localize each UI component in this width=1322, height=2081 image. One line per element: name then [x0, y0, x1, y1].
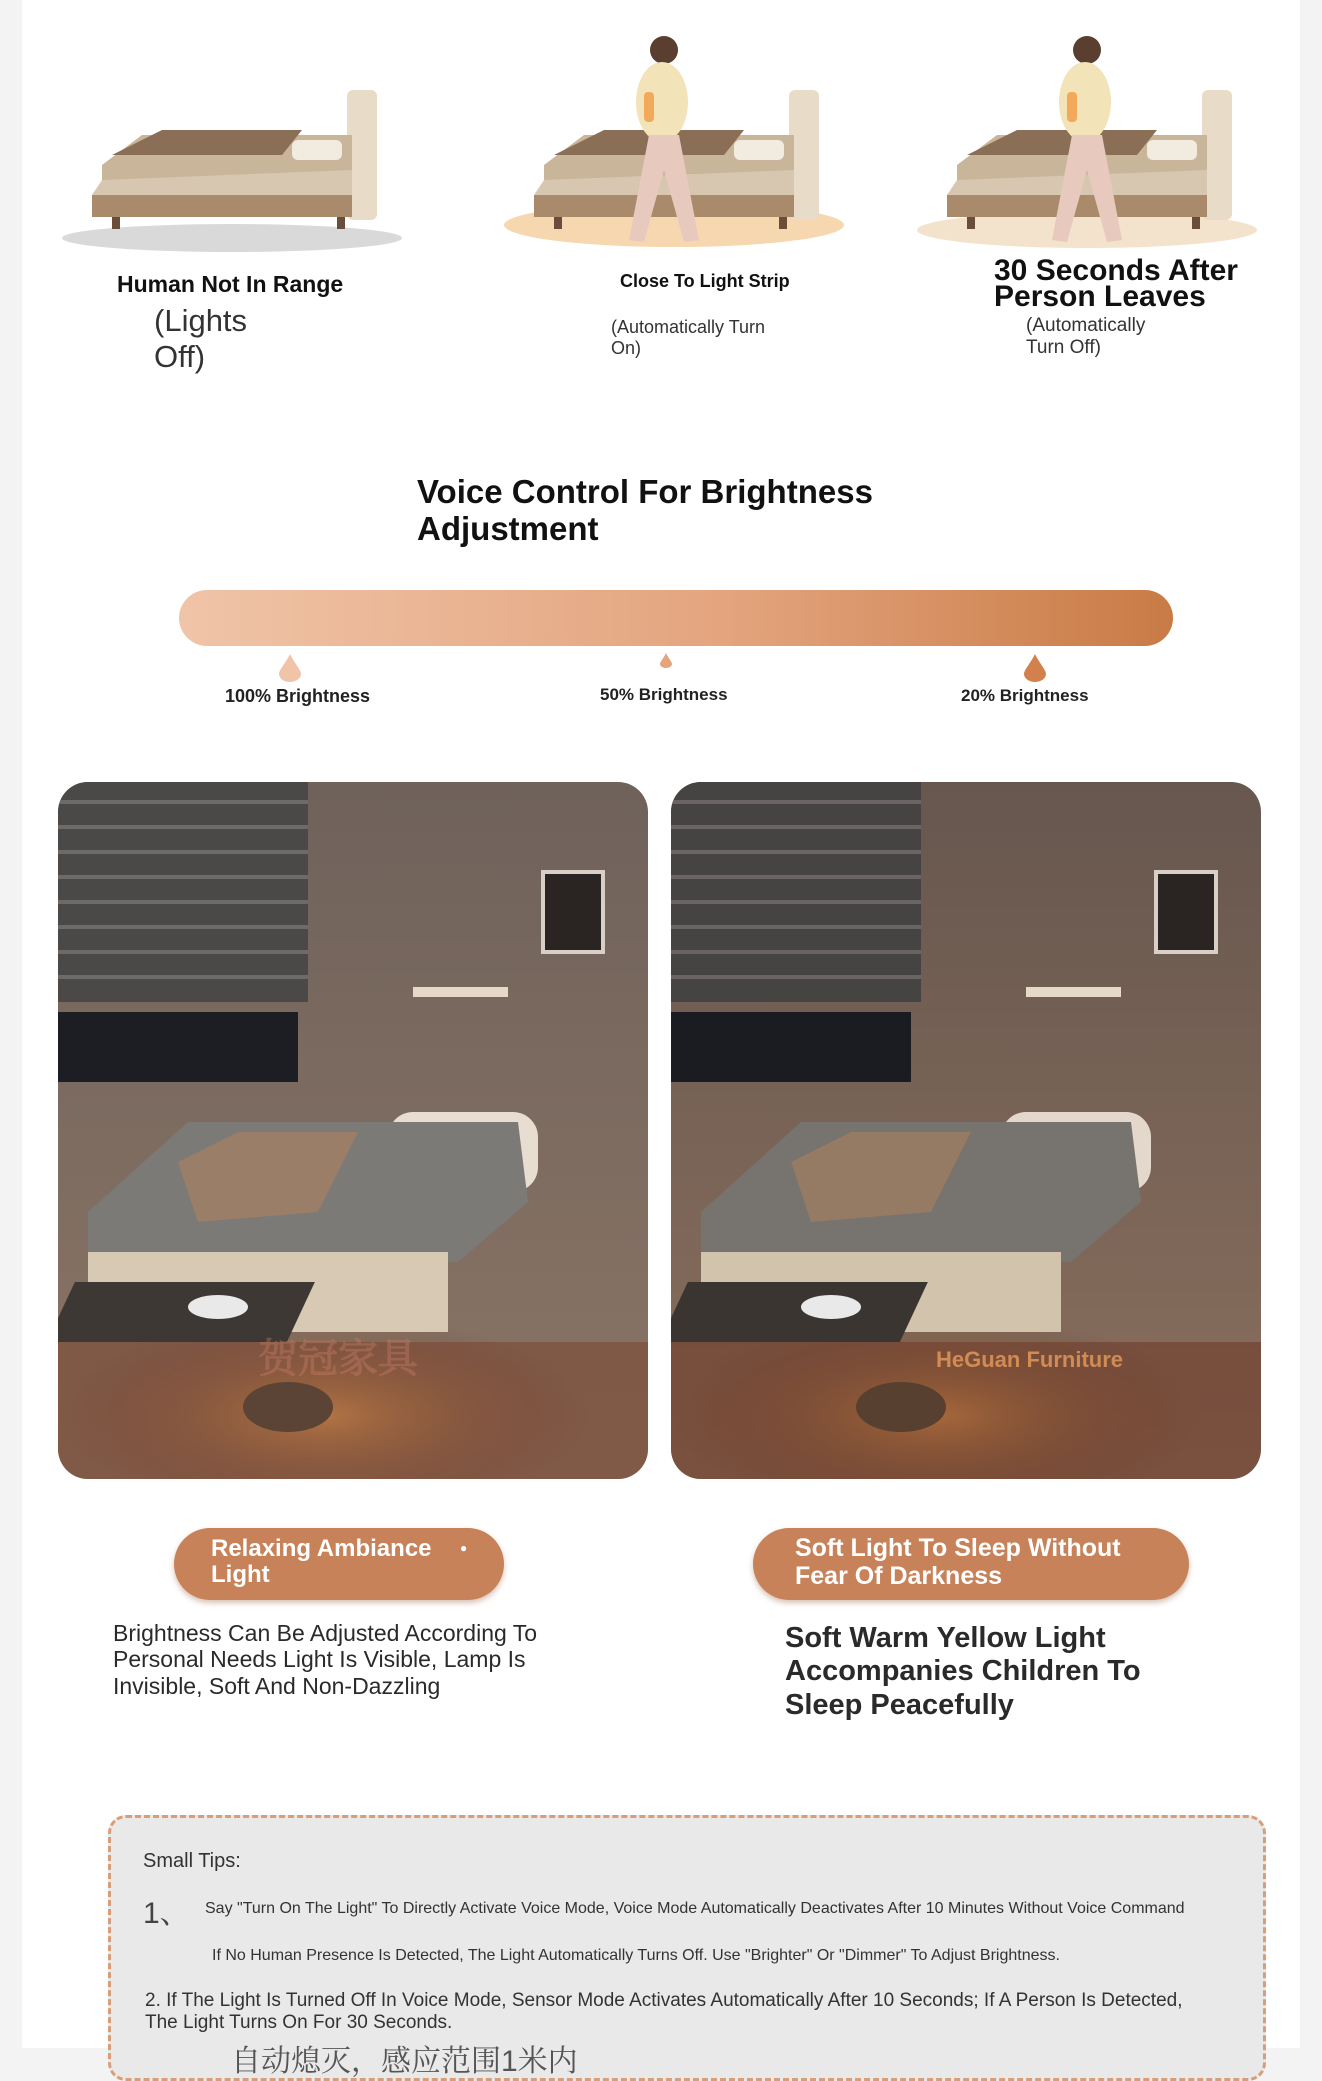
tip-text: If No Human Presence Is Detected, The Light Automatically Turns Off. Use "Brighter" Or "Dimmer" To Adjust Brightness.: [212, 1947, 1060, 1964]
tip-text: 自动熄灭，感应范围1米内: [231, 2045, 578, 2078]
bed-illustration: [52, 20, 432, 260]
bedroom-photo-right: [671, 782, 1261, 1479]
tips-title: Small Tips:: [143, 1850, 241, 1872]
brightness-level-label: 20% Brightness: [961, 686, 1089, 705]
bed-with-person-illustration: [494, 20, 874, 260]
sensor-step-title: 30 Seconds After Person Leaves: [994, 254, 1238, 313]
scene-person-leaves: [907, 20, 1287, 260]
brightness-level-label: 100% Brightness: [225, 686, 371, 706]
voice-section-title: Voice Control For Brightness Adjustment: [417, 473, 873, 547]
brightness-marker-icon: [659, 652, 673, 668]
sensor-step-title: Human Not In Range: [117, 271, 344, 297]
sparkle-icon: ●: [460, 1541, 468, 1555]
sensor-step-subtitle: (Automatically Turn Off): [1026, 315, 1146, 358]
bedroom-scene-image: [671, 782, 1261, 1479]
brightness-gradient-bar: [179, 590, 1173, 646]
brightness-marker-icon: [277, 652, 303, 682]
brightness-marker-icon: [1022, 652, 1048, 682]
sensor-step-subtitle: (Automatically Turn On): [611, 317, 766, 358]
tip-number: 1、: [143, 1897, 190, 1930]
bedroom-photo-left: [58, 782, 648, 1479]
feature-pill: [174, 1528, 504, 1600]
watermark-text: HeGuan Furniture: [936, 1347, 1124, 1372]
scene-close-to-strip: [494, 20, 874, 260]
sensor-step-title: Close To Light Strip: [620, 271, 790, 291]
feature-pill-label: Soft Light To Sleep Without Fear Of Darkness: [795, 1534, 1121, 1590]
bed-with-person-illustration: [907, 20, 1287, 260]
feature-description: Brightness Can Be Adjusted According To Personal Needs Light Is Visible, Lamp Is Invisible, Soft And Non-Dazzling: [113, 1620, 538, 1699]
feature-pill: [753, 1528, 1189, 1600]
product-detail-page: [22, 0, 1300, 2078]
brightness-level-label: 50% Brightness: [600, 685, 728, 704]
feature-description: Soft Warm Yellow Light Accompanies Children To Sleep Peacefully: [785, 1622, 1141, 1721]
tip-text: Say "Turn On The Light" To Directly Activate Voice Mode, Voice Mode Automatically Deactivates After 10 Minutes Without Voice Command: [205, 1900, 1185, 1917]
small-tips-box: [108, 1815, 1266, 2081]
feature-pill-label: Relaxing Ambiance Light: [211, 1535, 432, 1589]
watermark-text: 贺冠家具: [258, 1337, 418, 1381]
tip-text: 2. If The Light Is Turned Off In Voice Mode, Sensor Mode Activates Automatically After 10 Seconds; If A Person Is Detected, The Light Turns On For 30 Seconds.: [145, 1990, 1183, 2033]
sensor-step-subtitle: (Lights Off): [154, 303, 248, 374]
scene-no-person: [52, 20, 432, 260]
